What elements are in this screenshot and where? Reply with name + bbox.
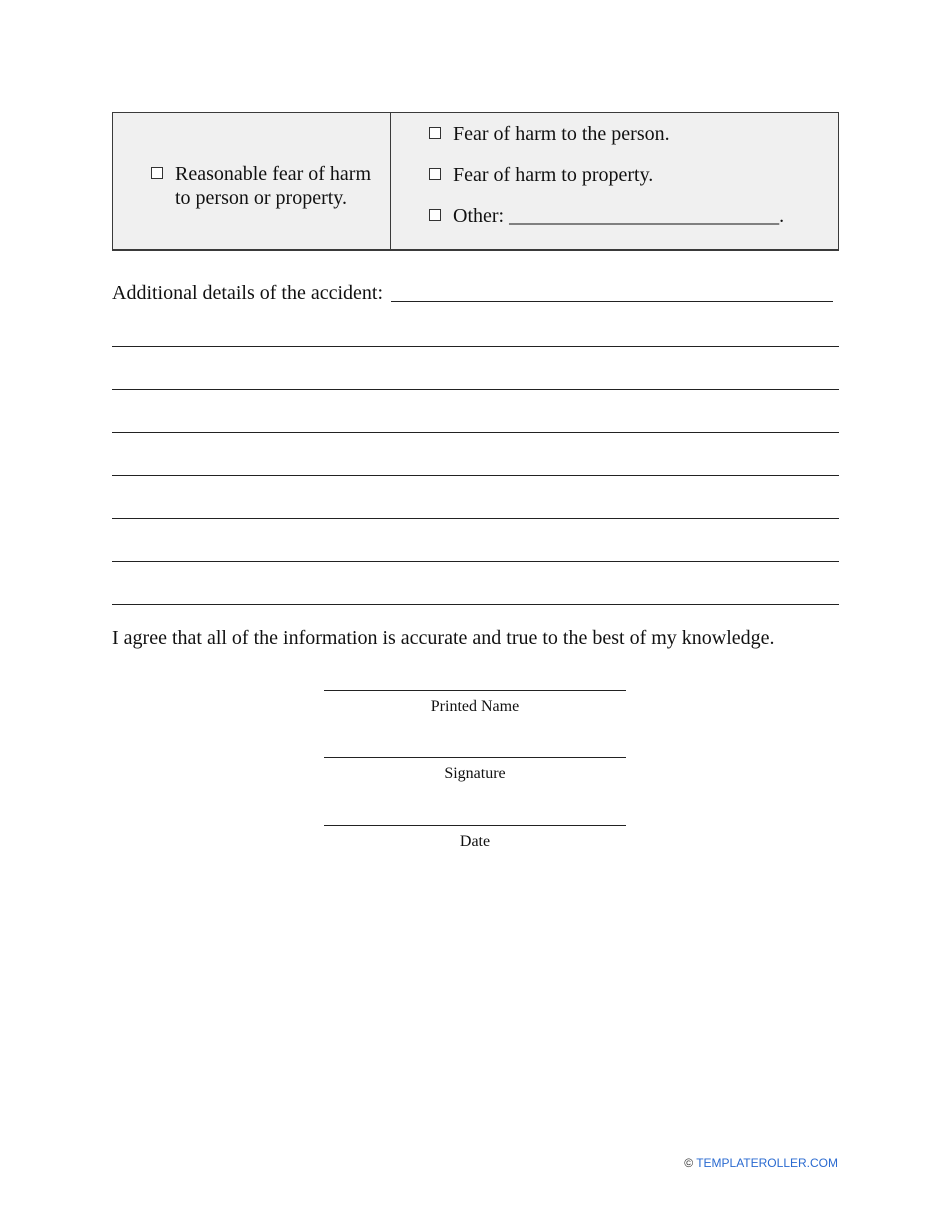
additional-details-first-line[interactable]: [391, 301, 833, 302]
printed-name-label: Printed Name: [430, 698, 520, 715]
reasonable-fear-checkbox[interactable]: [151, 167, 163, 179]
fear-harm-property-checkbox[interactable]: [429, 168, 441, 180]
details-line[interactable]: [112, 475, 839, 476]
reasonable-fear-label-line2: to person or property.: [175, 187, 347, 209]
signature-label: Signature: [444, 765, 506, 782]
signature-line[interactable]: [324, 757, 626, 758]
criteria-right-cell: [391, 113, 838, 249]
copyright-symbol: ©: [684, 1156, 694, 1170]
fear-harm-property-label: Fear of harm to property.: [453, 164, 654, 186]
additional-details-label: Additional details of the accident:: [112, 282, 384, 304]
other-checkbox[interactable]: [429, 209, 441, 221]
other-label: Other: ___________________________.: [453, 205, 785, 227]
printed-name-line[interactable]: [324, 690, 626, 691]
fear-harm-person-label: Fear of harm to the person.: [453, 123, 670, 145]
footer-copyright: [684, 1155, 838, 1171]
date-line[interactable]: [324, 825, 626, 826]
criteria-table: [112, 112, 839, 251]
agreement-statement: I agree that all of the information is accurate and true to the best of my knowledge.: [112, 627, 775, 649]
date-label: Date: [459, 833, 491, 850]
details-line[interactable]: [112, 604, 839, 605]
details-line[interactable]: [112, 561, 839, 562]
fear-harm-person-checkbox[interactable]: [429, 127, 441, 139]
reasonable-fear-label-line1: Reasonable fear of harm: [175, 163, 372, 185]
templateroller-link[interactable]: TEMPLATEROLLER.COM: [696, 1156, 838, 1170]
details-line[interactable]: [112, 346, 839, 347]
details-line[interactable]: [112, 518, 839, 519]
details-line[interactable]: [112, 389, 839, 390]
criteria-left-cell: [113, 113, 391, 249]
details-line[interactable]: [112, 432, 839, 433]
